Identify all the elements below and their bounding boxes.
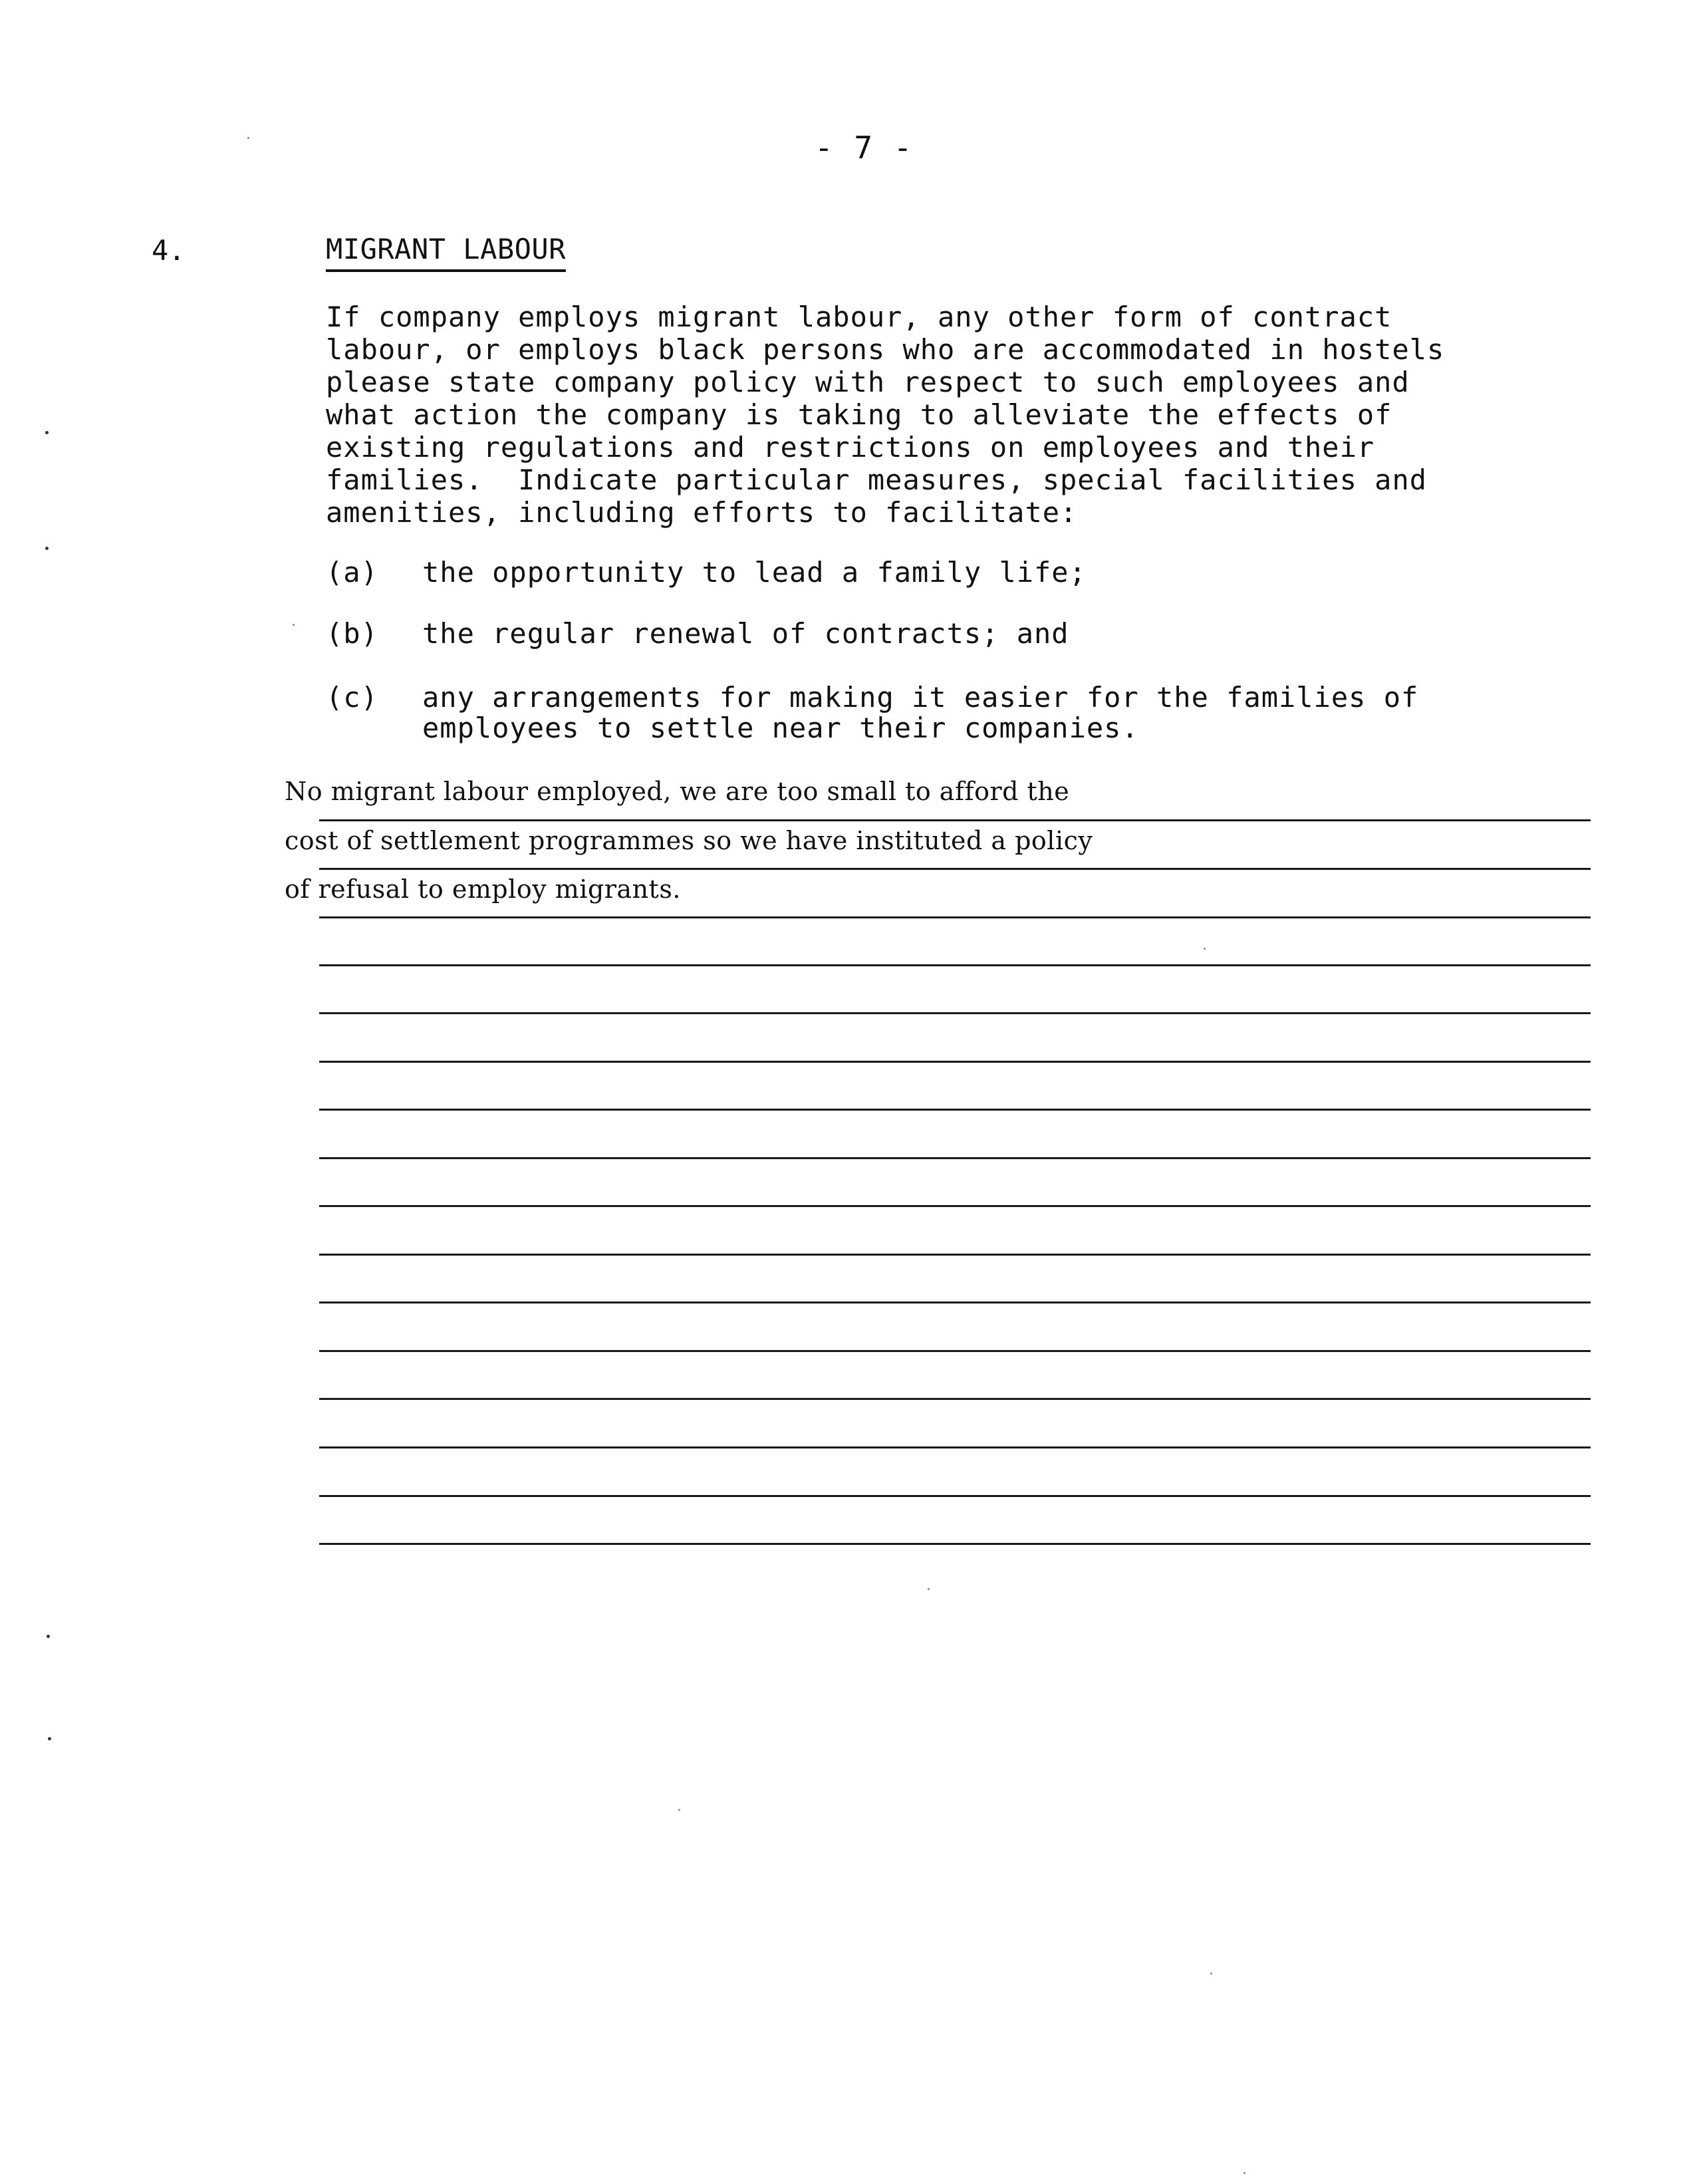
scan-speck [45,547,49,550]
instruction-line: existing regulations and restrictions on employees and their [326,431,1375,464]
answer-rule [319,1398,1591,1400]
answer-rule [319,1061,1591,1063]
instruction-line: labour, or employs black persons who are accommodated in hostels [326,333,1445,366]
answer-rule [319,1543,1591,1545]
answer-rule [319,1495,1591,1497]
answer-rule [319,868,1591,870]
scan-speck [247,137,249,139]
answer-line-2: cost of settlement programmes so we have instituted a policy [285,826,1093,855]
answer-rule [319,916,1591,918]
scan-speck [45,431,49,434]
list-marker: (a) [326,556,378,589]
scan-speck [1204,948,1206,950]
answer-rule [319,819,1591,821]
scan-speck [1210,1973,1212,1975]
list-item-line: any arrangements for making it easier for the families of [422,681,1419,714]
list-item-text [422,557,1652,588]
section-instructions [326,301,1623,529]
list-item-line: employees to settle near their companies. [422,712,1139,744]
section-title: MIGRANT LABOUR [326,233,566,272]
answer-rule [319,1205,1591,1207]
list-item-line: the opportunity to lead a family life; [422,556,1087,589]
instruction-line: what action the company is taking to alleviate the effects of [326,398,1392,431]
list-item-line: the regular renewal of contracts; and [422,617,1069,650]
scan-speck [1243,2172,1245,2174]
answer-rule [319,1254,1591,1256]
scan-speck [48,1737,51,1740]
answer-rule [319,1446,1591,1448]
list-marker: (c) [326,681,378,714]
answer-rule [319,1012,1591,1014]
scan-speck [678,1809,680,1811]
answer-rule [319,1301,1591,1303]
section-number: 4. [152,234,186,267]
scan-speck [47,1635,50,1638]
list-marker: (b) [326,617,378,650]
scan-speck [293,624,295,626]
answer-line-1: No migrant labour employed, we are too small to afford the [285,777,1070,806]
page-number: - 7 - [815,130,914,166]
answer-rule [319,1109,1591,1111]
answer-line-3: of refusal to employ migrants. [285,875,681,904]
list-item-text [422,682,1652,744]
answer-rule [319,1157,1591,1159]
answer-rule [319,1350,1591,1352]
instruction-line: please state company policy with respect to such employees and [326,366,1410,398]
list-item-text [422,618,1652,649]
answer-rule [319,964,1591,966]
instruction-line: If company employs migrant labour, any other form of contract [326,301,1392,333]
instruction-line: families. Indicate particular measures, special facilities and [326,464,1428,496]
instruction-line: amenities, including efforts to facilitate: [326,496,1078,529]
scan-speck [928,1588,930,1590]
